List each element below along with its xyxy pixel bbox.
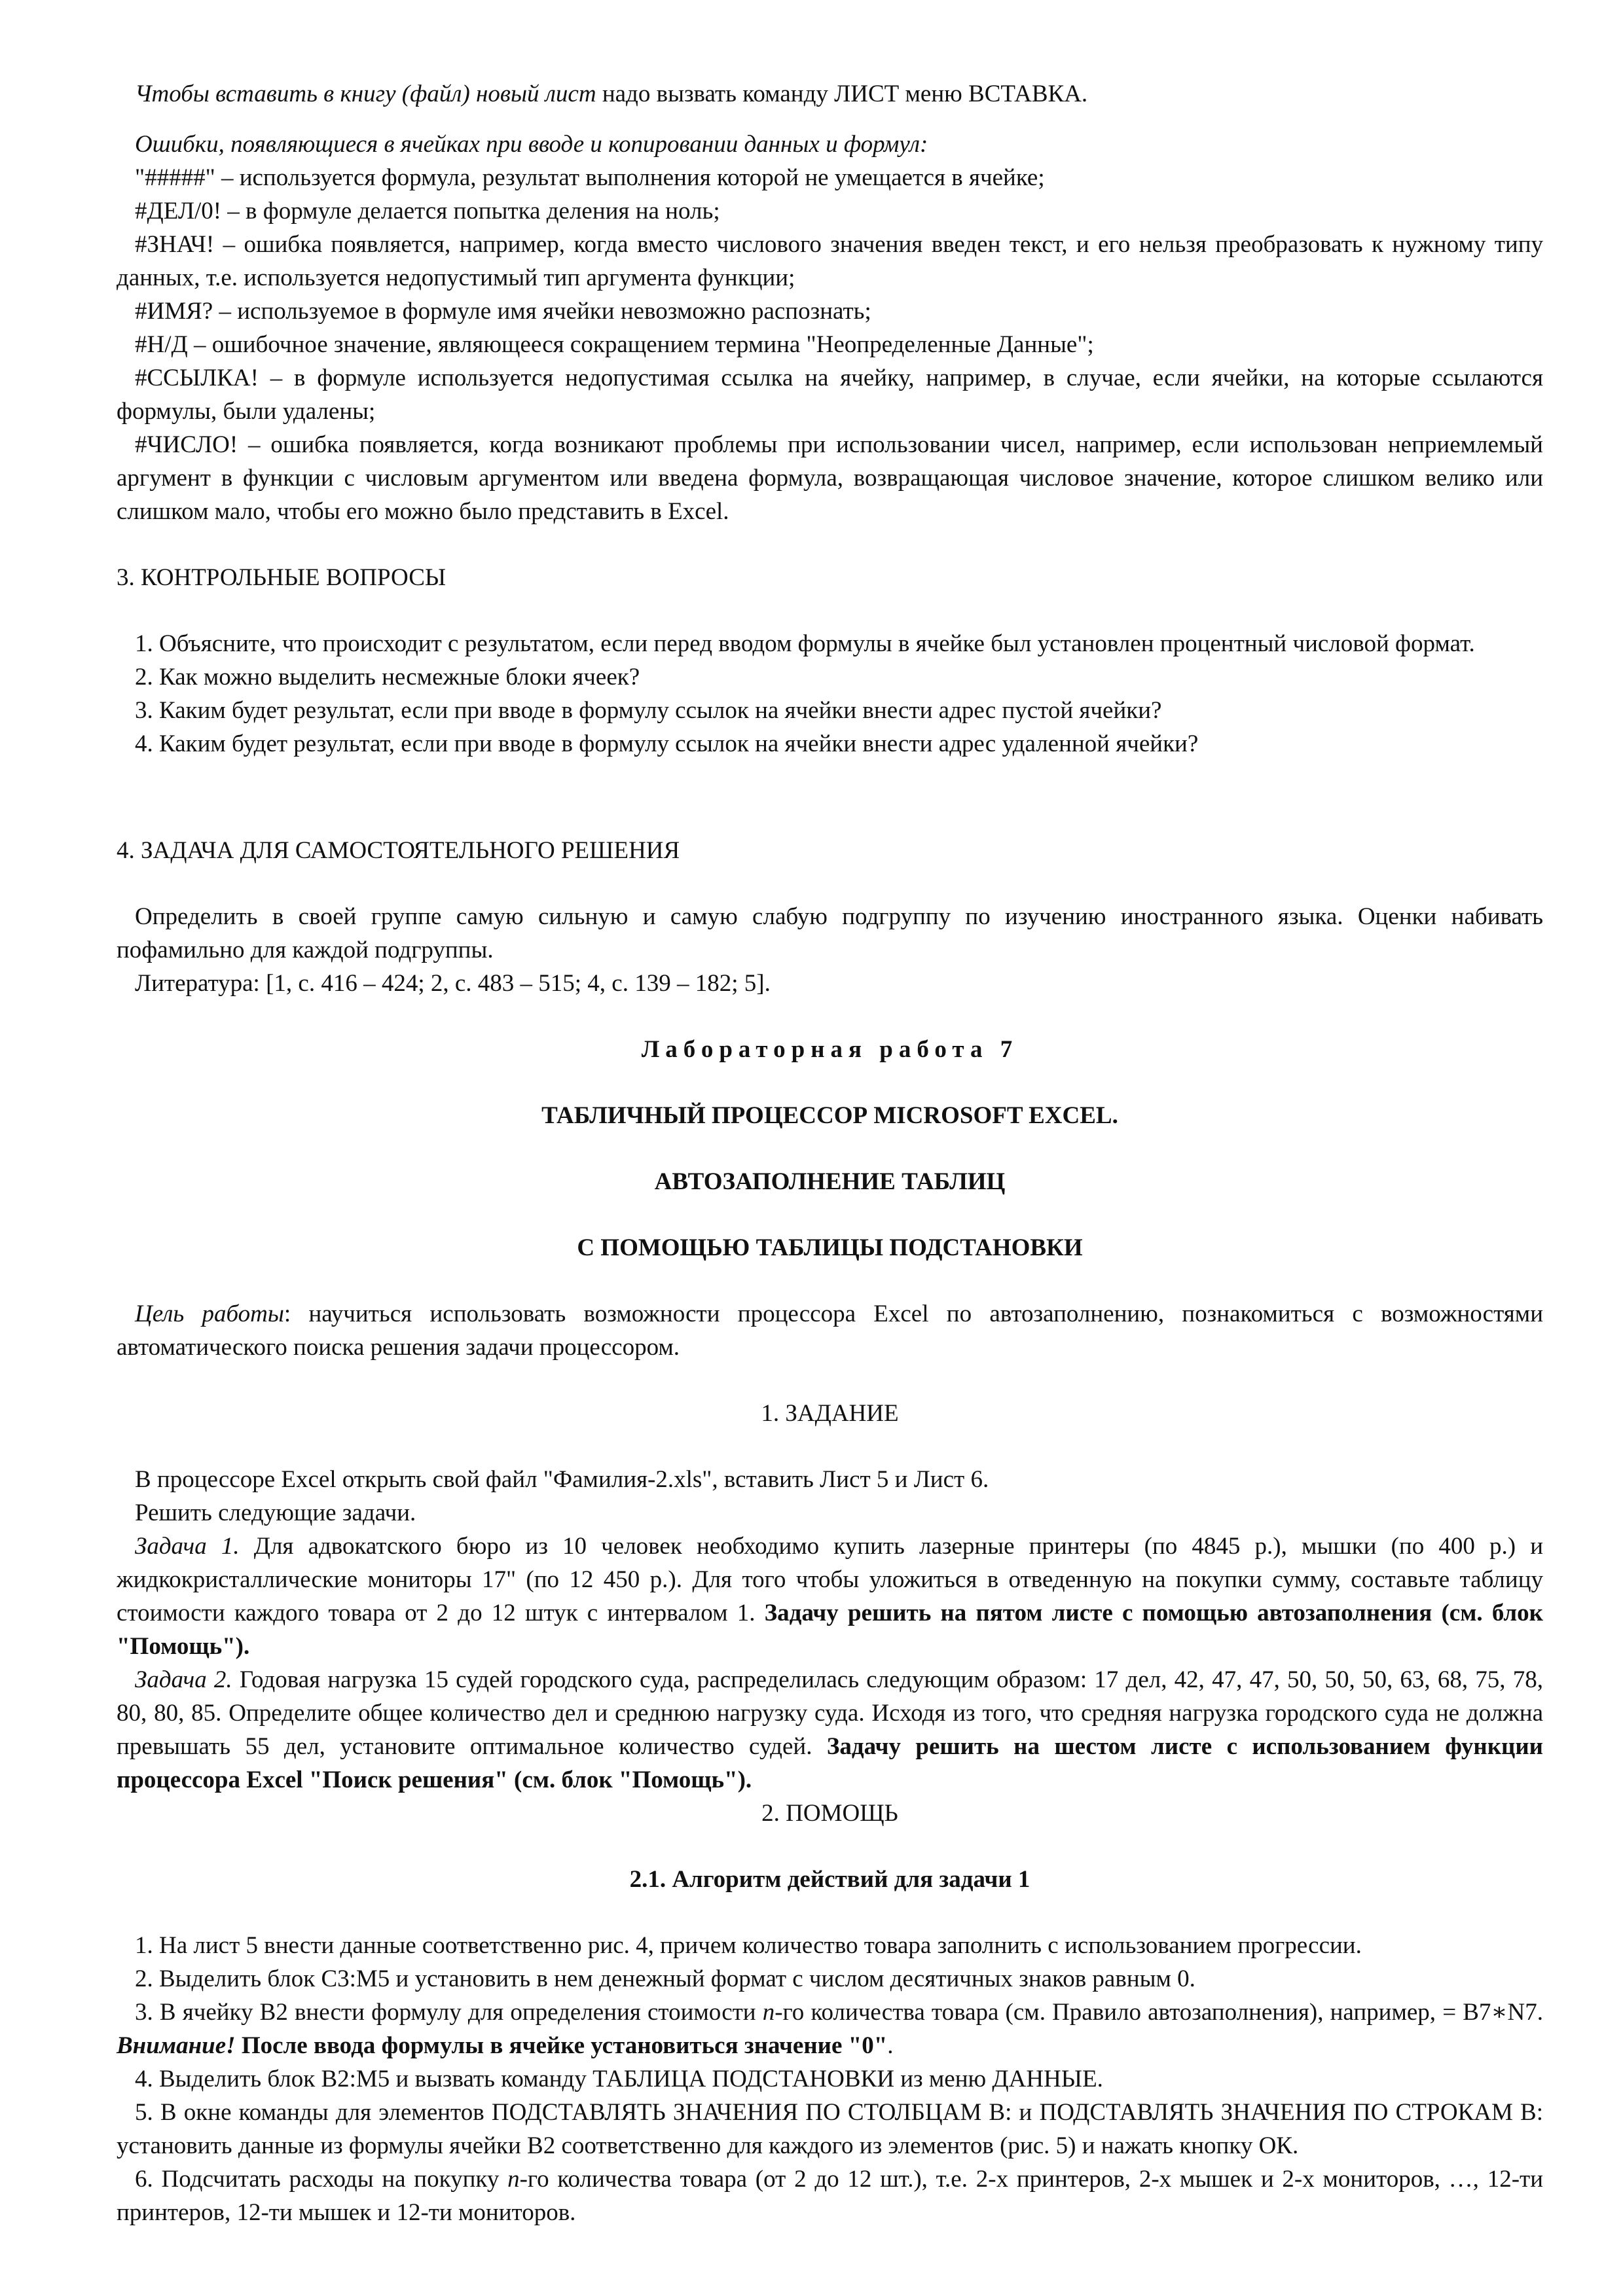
help-step: 2. Выделить блок С3:М5 и установить в нем денежный формат с числом десятичных знаков равным 0. bbox=[135, 1965, 1195, 1992]
intro-italic: Чтобы вставить в книгу (файл) новый лист bbox=[135, 81, 596, 107]
control-questions bbox=[117, 627, 1543, 761]
task-1-label: Задача 1. bbox=[135, 1533, 240, 1560]
goal-paragraph bbox=[117, 1297, 1543, 1364]
error-item: #ЗНАЧ! – ошибка появляется, например, когда вместо числового значения введен текст, и его нельзя преобразовать к нужному типу данных, т.е. используется недопустимый тип аргумента функции; bbox=[117, 231, 1543, 291]
control-heading: 3. КОНТРОЛЬНЫЕ ВОПРОСЫ bbox=[117, 564, 447, 591]
control-question: 2. Как можно выделить несмежные блоки ячеек? bbox=[135, 664, 640, 691]
help-step-6-n: n bbox=[507, 2166, 520, 2193]
help-step-3-warning: Внимание! bbox=[117, 2032, 236, 2059]
help-subheading: 2.1. Алгоритм действий для задачи 1 bbox=[629, 1866, 1030, 1893]
task-1 bbox=[117, 1530, 1543, 1663]
intro-rest: надо вызвать команду ЛИСТ меню ВСТАВКА. bbox=[596, 81, 1088, 107]
help-step-3-n: n bbox=[762, 1999, 775, 2026]
control-question: 4. Каким будет результат, если при вводе в формулу ссылок на ячейки внести адрес удаленной ячейки? bbox=[135, 730, 1199, 757]
help-step-3-bold: После ввода формулы в ячейке установиться значение "0" bbox=[235, 2032, 888, 2059]
error-item: #ССЫЛКА! – в формуле используется недопустимая ссылка на ячейку, например, в случае, если ячейки, на которые ссылаются формулы, были удалены; bbox=[117, 365, 1543, 425]
error-item: #Н/Д – ошибочное значение, являющееся сокращением термина "Неопределенные Данные"; bbox=[135, 331, 1094, 358]
help-step-6-b: -го количества товара (от 2 до 12 шт.), т.е. 2-х принтеров, 2-х мышек и 2-х мониторов, …, 12-ти принтеров, 12-ти мышек и 12-ти мониторов. bbox=[117, 2166, 1543, 2226]
error-item: #ДЕЛ/0! – в формуле делается попытка деления на ноль; bbox=[135, 198, 720, 224]
control-question: 3. Каким будет результат, если при вводе в формулу ссылок на ячейки внести адрес пустой ячейки? bbox=[135, 697, 1162, 724]
lab-title-1: ТАБЛИЧНЫЙ ПРОЦЕССОР MICROSOFT EXCEL. bbox=[541, 1102, 1118, 1129]
error-item: "#####" – используется формула, результат выполнения которой не умещается в ячейке; bbox=[135, 164, 1045, 191]
assignment-heading: 1. ЗАДАНИЕ bbox=[761, 1400, 899, 1427]
task-literature: Литература: [1, с. 416 – 424; 2, с. 483 – 515; 4, с. 139 – 182; 5]. bbox=[135, 970, 771, 997]
errors-section bbox=[117, 128, 1543, 528]
task-2-text: Годовая нагрузка 15 судей городского суда, распределилась следующим образом: 17 дел, 42, 47, 47, 50, 50, 50, 63, 68, 75, 78, 80, 80, 85. Определите общее количество дел и среднюю нагрузку суда. Исходя из того, что средняя нагрузка городского суда не должна превышать 55 дел, установите оптимальное количество судей. bbox=[117, 1666, 1544, 1760]
goal-label: Цель работы bbox=[135, 1300, 284, 1327]
task-text: Определить в своей группе самую сильную и самую слабую подгруппу по изучению иностранного языка. Оценки набивать пофамильно для каждой подгруппы. bbox=[117, 903, 1543, 963]
goal-text: : научиться использовать возможности процессора Excel по автозаполнению, познакомиться с возможностями автоматического поиска решения задачи процессором. bbox=[117, 1300, 1544, 1361]
help-step: 5. В окне команды для элементов ПОДСТАВЛЯТЬ ЗНАЧЕНИЯ ПО СТОЛБЦАМ В: и ПОДСТАВЛЯТЬ ЗНАЧЕНИЯ ПО СТРОКАМ В: установить данные из формулы ячейки В2 соответственно для каждого из элементов (рис. 5) и нажать кнопку ОК. bbox=[117, 2099, 1543, 2159]
assignment-p1: В процессоре Excel открыть свой файл "Фамилия-2.xls", вставить Лист 5 и Лист 6. bbox=[135, 1466, 989, 1493]
help-step: 4. Выделить блок В2:М5 и вызвать команду ТАБЛИЦА ПОДСТАНОВКИ из меню ДАННЫЕ. bbox=[135, 2066, 1103, 2092]
help-heading: 2. ПОМОЩЬ bbox=[761, 1800, 898, 1827]
lab-title-3: С ПОМОЩЬЮ ТАБЛИЦЫ ПОДСТАНОВКИ bbox=[577, 1234, 1083, 1261]
help-step bbox=[117, 1996, 1543, 2062]
help-steps bbox=[117, 1929, 1543, 2229]
error-item: #ЧИСЛО! – ошибка появляется, когда возникают проблемы при использовании чисел, например, если использован неприемлемый аргумент в функции с числовым аргументом или введена формула, возвращающая числовое значение, которое слишком велико или слишком мало, чтобы его можно было представить в Excel. bbox=[117, 431, 1543, 525]
help-step-3-b: -го количества товара (см. Правило автозаполнения), например, = В7∗N7. bbox=[775, 1999, 1543, 2026]
assignment-p2: Решить следующие задачи. bbox=[135, 1499, 416, 1526]
task-2-label: Задача 2. bbox=[135, 1666, 232, 1693]
task-heading: 4. ЗАДАЧА ДЛЯ САМОСТОЯТЕЛЬНОГО РЕШЕНИЯ bbox=[117, 837, 680, 864]
help-step-6-a: 6. Подсчитать расходы на покупку bbox=[135, 2166, 508, 2193]
task-2 bbox=[117, 1663, 1543, 1797]
task-1-bold: Задачу решить на пятом листе с помощью автозаполнения (см. блок "Помощь"). bbox=[117, 1600, 1543, 1660]
intro-paragraph bbox=[117, 77, 1543, 111]
help-step-3-a: 3. В ячейку В2 внести формулу для определения стоимости bbox=[135, 1999, 763, 2026]
lab-label: Лабораторная работа 7 bbox=[641, 1036, 1019, 1063]
lab-title-2: АВТОЗАПОЛНЕНИЕ ТАБЛИЦ bbox=[654, 1168, 1006, 1195]
help-step bbox=[117, 2162, 1543, 2229]
error-item: #ИМЯ? – используемое в формуле имя ячейки невозможно распознать; bbox=[135, 298, 871, 325]
task-2-bold: Задачу решить на шестом листе с использованием функции процессора Excel "Поиск решения" (см. блок "Помощь"). bbox=[117, 1733, 1543, 1793]
help-step: 1. На лист 5 внести данные соответственно рис. 4, причем количество товара заполнить с использованием прогрессии. bbox=[135, 1932, 1362, 1959]
errors-heading: Ошибки, появляющиеся в ячейках при вводе и копировании данных и формул: bbox=[135, 131, 928, 158]
task-1-text: Для адвокатского бюро из 10 человек необходимо купить лазерные принтеры (по 4845 р.), мышки (по 400 р.) и жидкокристаллические мониторы 17" (по 12 450 р.). Для того чтобы уложиться в отведенную на покупки сумму, составьте таблицу стоимости каждого товара от 2 до 12 штук с интервалом 1. bbox=[117, 1533, 1543, 1626]
help-step-3-end: . bbox=[887, 2032, 894, 2059]
control-question: 1. Объясните, что происходит с результатом, если перед вводом формулы в ячейке был установлен процентный числовой формат. bbox=[135, 630, 1475, 657]
